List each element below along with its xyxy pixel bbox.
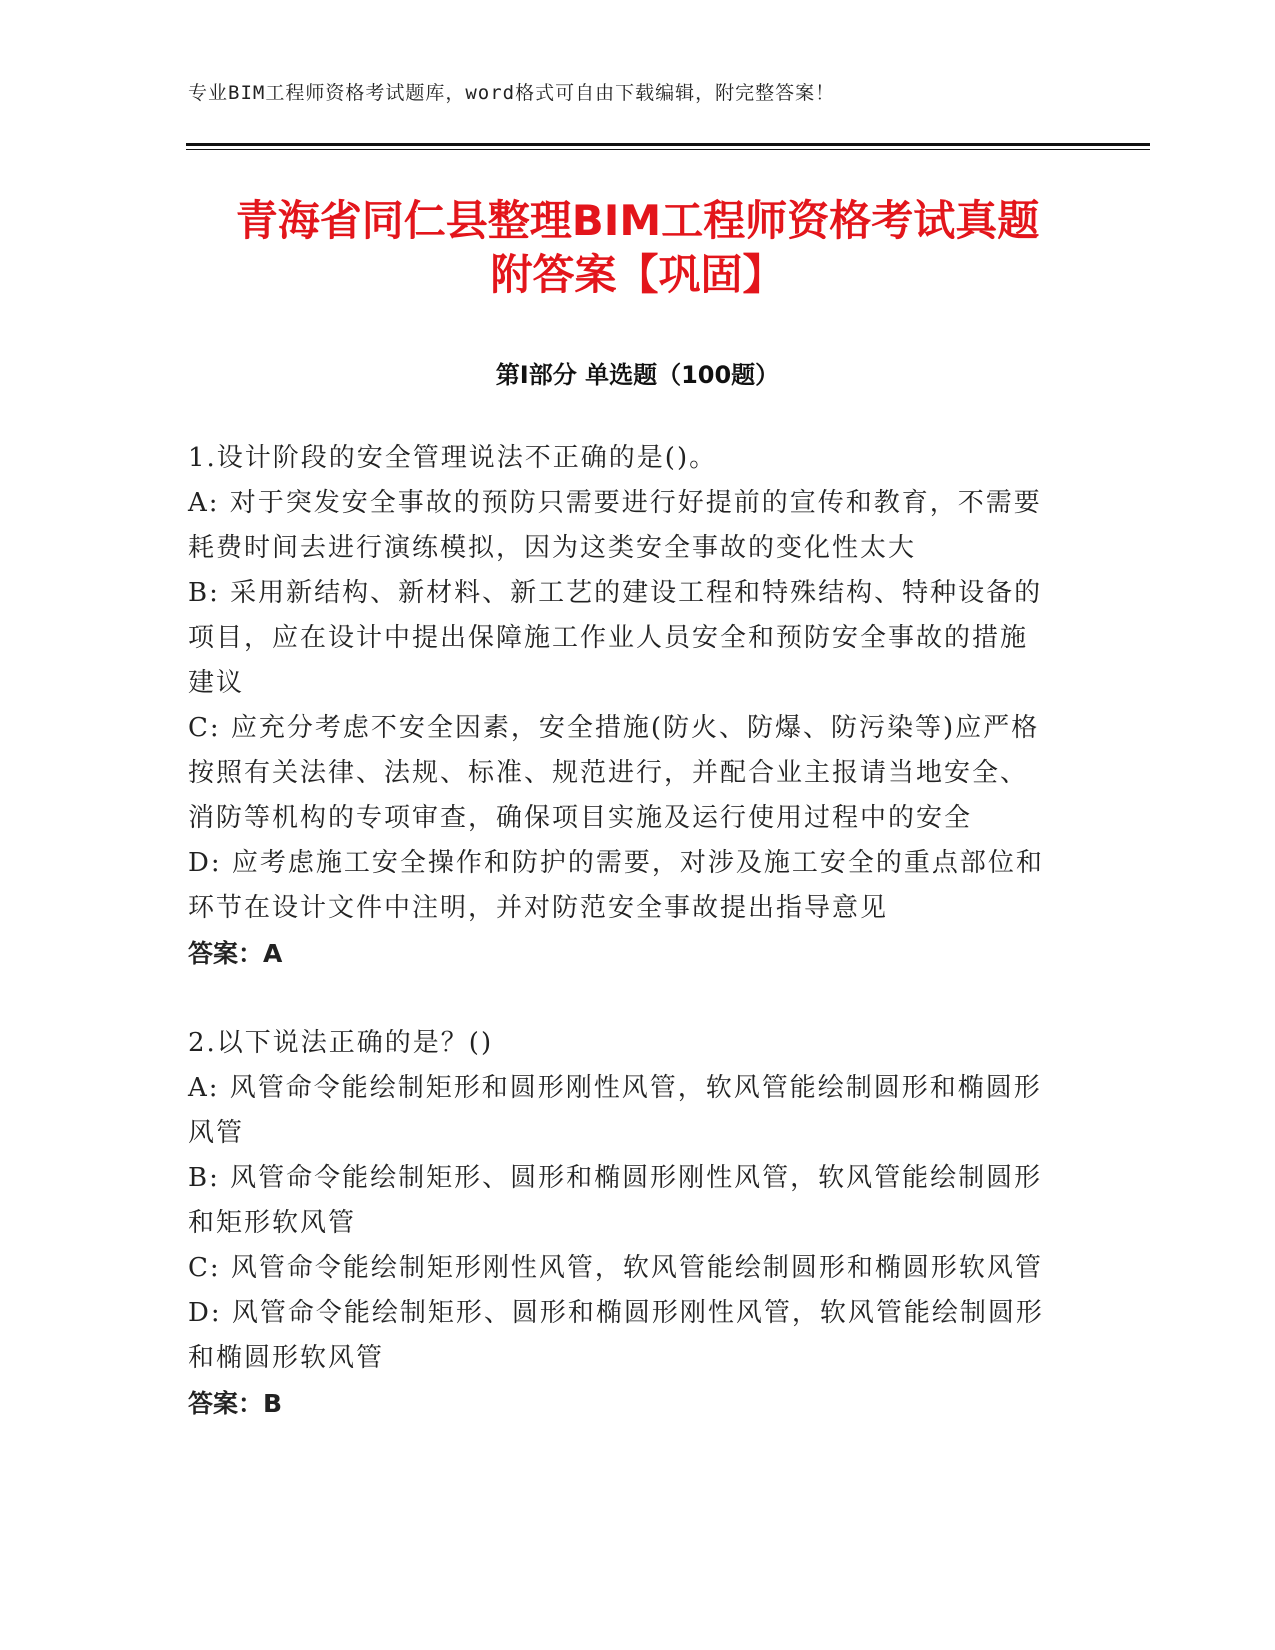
- option-line: C: 风管命令能绘制矩形刚性风管，软风管能绘制圆形和椭圆形软风管: [188, 1253, 1043, 1283]
- option-line: 环节在设计文件中注明，并对防范安全事故提出指导意见: [188, 893, 889, 923]
- question-item: [188, 436, 1068, 976]
- option-line: B: 风管命令能绘制矩形、圆形和椭圆形刚性风管，软风管能绘制圆形: [188, 1163, 1043, 1193]
- option-line: 和椭圆形软风管: [188, 1343, 385, 1373]
- question-item: [188, 1021, 1068, 1426]
- option-line: D: 风管命令能绘制矩形、圆形和椭圆形刚性风管，软风管能绘制圆形: [188, 1298, 1044, 1328]
- answer-label: 答案：A: [188, 939, 283, 968]
- question-spacer: [188, 976, 1068, 1021]
- title-line-2: 附答案【巩固】: [490, 250, 785, 299]
- option-line: D: 应考虑施工安全操作和防护的需要，对涉及施工安全的重点部位和: [188, 848, 1044, 878]
- option-line: A: 风管命令能绘制矩形和圆形刚性风管，软风管能绘制圆形和椭圆形: [188, 1073, 1042, 1103]
- header-note: 专业BIM工程师资格考试题库，word格式可自由下载编辑，附完整答案！: [188, 82, 836, 104]
- question-stem: 1.设计阶段的安全管理说法不正确的是()。: [188, 443, 718, 473]
- title-line-1: 青海省同仁县整理BIM工程师资格考试真题: [235, 196, 1040, 245]
- option-line: 按照有关法律、法规、标准、规范进行，并配合业主报请当地安全、: [188, 758, 1029, 788]
- option-line: C: 应充分考虑不安全因素，安全措施(防火、防爆、防污染等)应严格: [188, 713, 1040, 743]
- option-line: 项目，应在设计中提出保障施工作业人员安全和预防安全事故的措施: [188, 623, 1029, 653]
- option-line: A: 对于突发安全事故的预防只需要进行好提前的宣传和教育，不需要: [188, 488, 1042, 518]
- header-rule-thick: [186, 143, 1150, 146]
- header-rule-thin: [186, 149, 1150, 150]
- document-title: [160, 194, 1115, 302]
- question-list: [188, 436, 1068, 1426]
- question-stem: 2.以下说法正确的是？(): [188, 1028, 494, 1058]
- part-heading: 第Ⅰ部分 单选题（100题）: [495, 361, 780, 389]
- option-line: B: 采用新结构、新材料、新工艺的建设工程和特殊结构、特种设备的: [188, 578, 1043, 608]
- option-line: 风管: [188, 1118, 245, 1148]
- option-line: 消防等机构的专项审查，确保项目实施及运行使用过程中的安全: [188, 803, 973, 833]
- option-line: 建议: [188, 668, 245, 698]
- answer-label: 答案：B: [188, 1389, 283, 1418]
- option-line: 耗费时间去进行演练模拟，因为这类安全事故的变化性太大: [188, 533, 917, 563]
- option-line: 和矩形软风管: [188, 1208, 357, 1238]
